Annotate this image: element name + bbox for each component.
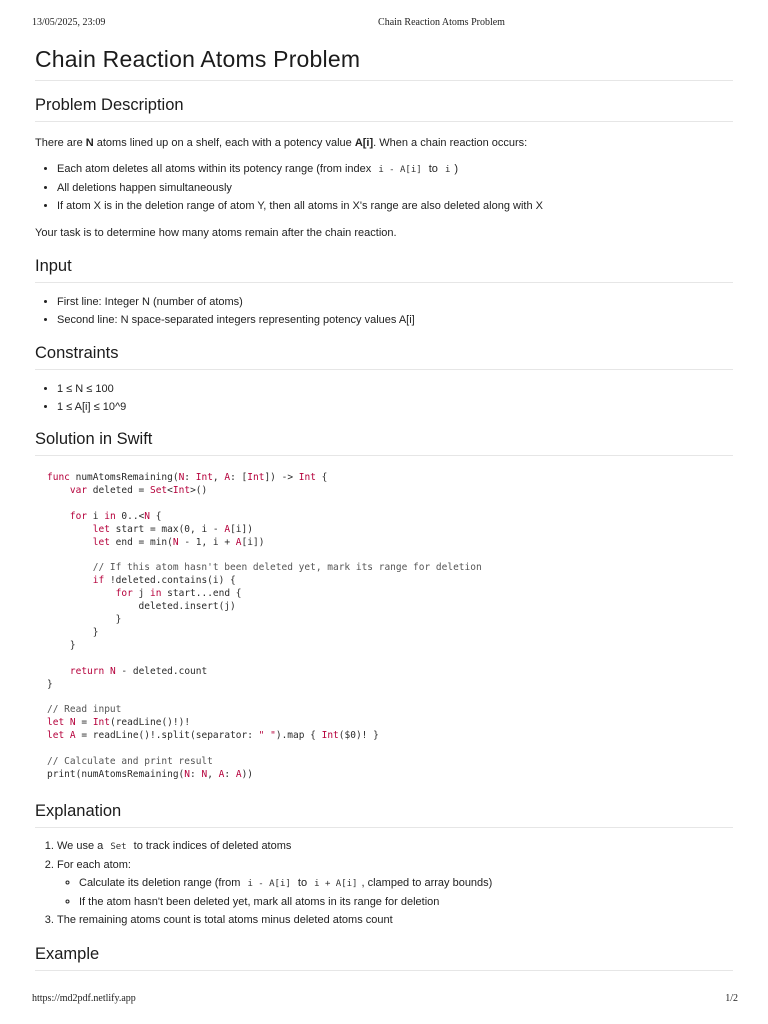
input-heading: Input <box>35 257 733 283</box>
list-item <box>57 160 733 179</box>
constraints-heading: Constraints <box>35 344 733 370</box>
print-title: Chain Reaction Atoms Problem <box>378 17 505 28</box>
list-item: ◦ If the atom hasn't been deleted yet, mark all atoms in its range for deletion <box>79 893 733 911</box>
print-footer <box>0 993 768 1007</box>
inline-code: Set <box>110 841 127 852</box>
intro-n: N <box>85 137 94 149</box>
list-item: • All deletions happen simultaneously <box>57 179 733 197</box>
inline-code: i <box>444 165 451 175</box>
code-block <box>35 472 733 782</box>
list-item: • First line: Integer N (number of atoms) <box>57 293 733 311</box>
page-number: 1/2 <box>725 993 738 1004</box>
intro-text-1: There are <box>35 137 86 149</box>
code-line: func numAtomsRemaining(N: Int, A: [Int]) -> Int { <box>47 472 328 483</box>
code-line: } <box>47 626 99 638</box>
list-item: • If atom X is in the deletion range of atom Y, then all atoms in X's range are also deleted along with X <box>57 197 733 215</box>
list-item: • 1 ≤ N ≤ 100 <box>57 380 733 398</box>
list-item <box>57 837 733 856</box>
explanation-heading: Explanation <box>35 802 733 828</box>
code-line: var deleted = Set<Int>() <box>69 484 208 496</box>
code-line: let N = Int(readLine()!)! <box>47 717 191 729</box>
code-line: let start = max(0, i - A[i]) <box>92 523 253 535</box>
sub-text-post: , clamped to array bounds) <box>361 876 493 889</box>
footer-url: https://md2pdf.netlify.app <box>32 993 136 1004</box>
code-line: } <box>47 613 122 625</box>
code-line: // Calculate and print result <box>47 755 213 767</box>
document-content <box>35 46 733 971</box>
expl-text: We use a <box>57 839 107 852</box>
code-line: for j in start...end { <box>115 588 242 600</box>
code-line: // If this atom hasn't been deleted yet, mark its range for deletion <box>47 562 482 574</box>
rule-text: Each atom deletes all atoms within its potency range (from index <box>57 163 375 175</box>
code-line: } <box>47 678 53 690</box>
sub-list <box>57 874 733 911</box>
rule-text-mid: to <box>425 163 441 175</box>
intro-text-2: atoms lined up on a shelf, each with a potency value <box>93 137 355 149</box>
list-item: 3. The remaining atoms count is total atoms minus deleted atoms count <box>57 911 733 929</box>
code-line: let end = min(N - 1, i + A[i]) <box>92 536 265 548</box>
code-line: // Read input <box>47 704 122 716</box>
code-line: print(numAtomsRemaining(N: N, A: A)) <box>47 768 254 780</box>
expl-text: For each atom: <box>57 858 131 871</box>
solution-heading: Solution in Swift <box>35 430 733 456</box>
list-item <box>79 874 733 893</box>
code-line: deleted.insert(j) <box>47 601 236 613</box>
sub-text: Calculate its deletion range (from <box>79 876 244 889</box>
list-item <box>57 856 733 911</box>
intro-text-3: . When a chain reaction occurs: <box>373 137 528 149</box>
problem-rules-list <box>35 160 733 215</box>
inline-code: i - A[i] <box>247 878 291 889</box>
code-line: return N - deleted.count <box>69 665 208 677</box>
sub-text-mid: to <box>294 876 311 889</box>
code-line: } <box>47 639 76 651</box>
code-line: if !deleted.contains(i) { <box>92 575 236 587</box>
code-line: let A = readLine()!.split(separator: " ").map { Int($0)! } <box>47 730 379 742</box>
rule-text-end: ) <box>454 163 459 175</box>
explanation-list <box>35 837 733 929</box>
intro-ai: A[i] <box>354 137 374 149</box>
problem-intro <box>35 134 733 152</box>
page-title: Chain Reaction Atoms Problem <box>35 46 733 81</box>
print-header <box>0 17 768 31</box>
problem-heading: Problem Description <box>35 96 733 122</box>
list-item: • Second line: N space-separated integers representing potency values A[i] <box>57 311 733 329</box>
input-list <box>35 293 733 329</box>
inline-code: i + A[i] <box>314 878 358 889</box>
code-line: for i in 0..<N { <box>69 510 162 522</box>
constraints-list <box>35 380 733 416</box>
expl-text-post: to track indices of deleted atoms <box>130 839 292 852</box>
inline-code: i - A[i] <box>378 165 422 175</box>
print-datetime: 13/05/2025, 23:09 <box>32 17 106 28</box>
task-text: Your task is to determine how many atoms remain after the chain reaction. <box>35 227 397 239</box>
example-heading: Example <box>35 945 733 971</box>
list-item: • 1 ≤ A[i] ≤ 10^9 <box>57 398 733 416</box>
